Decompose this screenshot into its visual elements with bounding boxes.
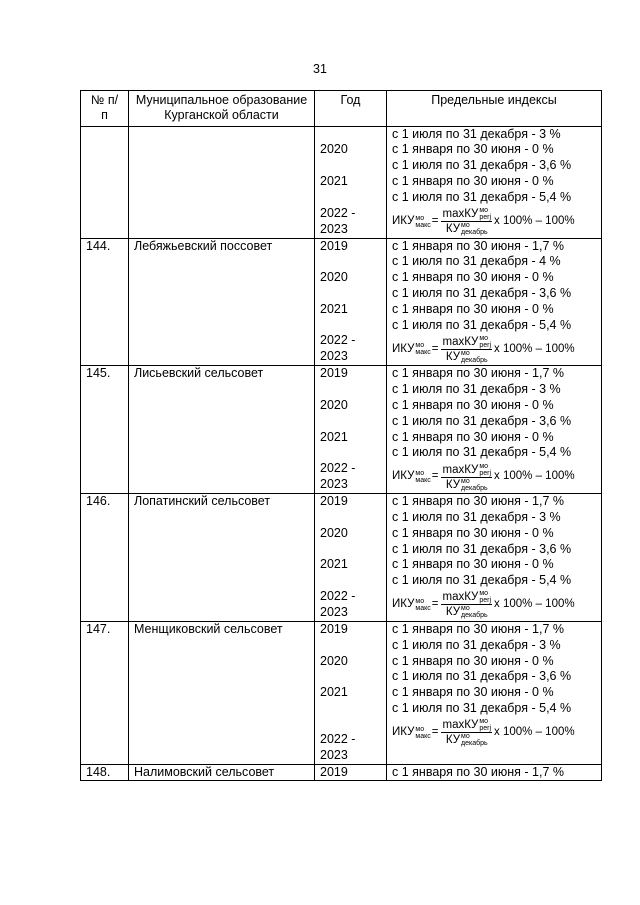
cell-num: 144. <box>81 238 129 366</box>
cell-num: 145. <box>81 366 129 494</box>
formula-den-sup: мо <box>461 477 470 485</box>
formula-den: КУ <box>445 606 460 619</box>
formula <box>392 589 596 621</box>
formula-den: КУ <box>445 734 460 747</box>
year-label: 2022 - 2023 <box>320 333 356 364</box>
formula-lhs: ИКУ <box>392 726 415 739</box>
cell-indices <box>387 238 602 366</box>
index-line: с 1 января по 30 июня - 1,7 % <box>392 764 564 779</box>
index-line: с 1 января по 30 июня - 1,7 % <box>392 494 564 509</box>
year-label: 2020 <box>320 397 348 412</box>
index-line: с 1 июля по 31 декабря - 4 % <box>392 254 561 269</box>
year-label: 2019 <box>320 366 348 381</box>
formula-lhs-sub: макс <box>415 477 431 485</box>
index-line: с 1 июля по 31 декабря - 3,6 % <box>392 413 572 428</box>
formula-den-sup: мо <box>461 605 470 613</box>
year-label: 2022 - 2023 <box>320 461 356 491</box>
formula-num-sup: мо <box>479 718 489 726</box>
year-label: 2021 <box>320 301 348 316</box>
formula <box>392 333 596 365</box>
index-line: с 1 января по 30 июня - 0 % <box>392 301 554 316</box>
formula-den-sup: мо <box>461 222 470 230</box>
cell-municipality <box>129 126 315 238</box>
formula-num-sub: perj <box>479 597 492 605</box>
formula-lhs-sup: мо <box>415 470 425 478</box>
index-line: с 1 января по 30 июня - 1,7 % <box>392 366 564 381</box>
header-year: Год <box>315 91 387 127</box>
formula-den-sup: мо <box>461 733 470 741</box>
index-line: с 1 июля по 31 декабря - 3 % <box>392 509 561 524</box>
year-label: 2019 <box>320 238 348 253</box>
formula-lhs-sup: мо <box>415 342 425 350</box>
index-line: с 1 июля по 31 декабря - 3,6 % <box>392 158 572 173</box>
cell-municipality: Менщиковский сельсовет <box>129 621 315 764</box>
index-line: с 1 июля по 31 декабря - 5,4 % <box>392 573 572 588</box>
cell-years <box>315 238 387 366</box>
formula-tail: x 100% – 100% <box>494 214 575 227</box>
formula-num: maxКУ <box>442 335 479 348</box>
index-line: с 1 июля по 31 декабря - 3 % <box>392 637 561 652</box>
table-row-continuation <box>81 126 602 238</box>
formula-eq: = <box>431 342 439 355</box>
year-label: 2021 <box>320 685 348 700</box>
year-label: 2022 - 2023 <box>320 731 356 762</box>
cell-indices <box>387 621 602 764</box>
formula <box>392 717 596 749</box>
formula-den-sub: декабрь <box>461 612 488 620</box>
index-line: с 1 июля по 31 декабря - 3 % <box>392 382 561 397</box>
index-line: с 1 января по 30 июня - 0 % <box>392 173 554 188</box>
table-row <box>81 764 602 781</box>
formula-den: КУ <box>445 350 460 363</box>
formula-fraction <box>441 718 492 747</box>
year-label: 2019 <box>320 621 348 636</box>
index-line: с 1 июля по 31 декабря - 5,4 % <box>392 317 572 332</box>
cell-years <box>315 366 387 494</box>
index-line: с 1 июля по 31 декабря - 5,4 % <box>392 189 572 204</box>
cell-years <box>315 494 387 622</box>
table-header-row <box>81 91 602 127</box>
table-row <box>81 238 602 366</box>
formula-tail: x 100% – 100% <box>494 342 575 355</box>
index-line: с 1 января по 30 июня - 0 % <box>392 557 554 572</box>
index-line: с 1 июля по 31 декабря - 5,4 % <box>392 445 572 460</box>
formula-den-sub: декабрь <box>461 484 488 492</box>
year-label: 2020 <box>320 653 348 668</box>
cell-indices <box>387 366 602 494</box>
cell-years <box>315 764 387 781</box>
year-label: 2020 <box>320 525 348 540</box>
index-line: с 1 января по 30 июня - 0 % <box>392 142 554 157</box>
index-line: с 1 июля по 31 декабря - 3,6 % <box>392 669 572 684</box>
year-label: 2020 <box>320 270 348 285</box>
index-line: с 1 января по 30 июня - 0 % <box>392 525 554 540</box>
formula-num: maxКУ <box>442 208 479 221</box>
index-line: с 1 января по 30 июня - 0 % <box>392 270 554 285</box>
year-label: 2019 <box>320 494 348 509</box>
year-label: 2022 - 2023 <box>320 588 356 619</box>
formula-num-sup: мо <box>479 207 489 215</box>
cell-municipality: Лебяжьевский поссовет <box>129 238 315 366</box>
cell-num <box>81 126 129 238</box>
formula-num-sub: perj <box>479 725 492 733</box>
year-label: 2020 <box>320 142 348 157</box>
table-row <box>81 494 602 622</box>
formula-den-sub: декабрь <box>461 740 488 748</box>
index-line: с 1 января по 30 июня - 0 % <box>392 685 554 700</box>
year-label: 2021 <box>320 429 348 444</box>
formula-num-sup: мо <box>479 334 489 342</box>
formula-den: КУ <box>445 478 460 491</box>
formula-den-sup: мо <box>461 349 470 357</box>
formula-fraction <box>441 335 492 364</box>
cell-num: 146. <box>81 494 129 622</box>
formula-lhs-sub: макс <box>415 349 431 357</box>
index-line: с 1 июля по 31 декабря - 5,4 % <box>392 700 572 715</box>
cell-num: 148. <box>81 764 129 781</box>
formula-fraction <box>441 207 492 236</box>
index-line: с 1 января по 30 июня - 0 % <box>392 653 554 668</box>
index-line: с 1 июля по 31 декабря - 3,6 % <box>392 285 572 300</box>
formula-tail: x 100% – 100% <box>494 470 575 483</box>
formula-lhs: ИКУ <box>392 214 415 227</box>
formula-den-sub: декабрь <box>461 356 488 364</box>
table-row <box>81 366 602 494</box>
year-label: 2021 <box>320 557 348 572</box>
formula-eq: = <box>431 214 439 227</box>
formula-lhs-sup: мо <box>415 214 425 222</box>
formula-den-sub: декабрь <box>461 229 488 237</box>
formula-num-sub: perj <box>479 469 492 477</box>
cell-municipality: Лопатинский сельсовет <box>129 494 315 622</box>
formula <box>392 206 596 238</box>
formula-fraction <box>441 590 492 619</box>
formula-num: maxКУ <box>442 591 479 604</box>
cell-indices <box>387 764 602 781</box>
formula-lhs: ИКУ <box>392 470 415 483</box>
header-municipality: Муниципальное образование Курганской области <box>129 91 315 127</box>
formula-fraction <box>441 463 492 492</box>
formula-tail: x 100% – 100% <box>494 598 575 611</box>
formula-tail: x 100% – 100% <box>494 726 575 739</box>
table-row <box>81 621 602 764</box>
formula-lhs-sup: мо <box>415 597 425 605</box>
page-number: 31 <box>313 62 327 76</box>
index-line: с 1 января по 30 июня - 1,7 % <box>392 621 564 636</box>
formula-den: КУ <box>445 223 460 236</box>
cell-municipality: Лисьевский сельсовет <box>129 366 315 494</box>
year-label: 2019 <box>320 764 348 779</box>
cell-indices <box>387 494 602 622</box>
formula-eq: = <box>431 470 439 483</box>
formula-eq: = <box>431 598 439 611</box>
formula-num: maxКУ <box>442 719 479 732</box>
indices-table <box>80 90 602 781</box>
formula-eq: = <box>431 726 439 739</box>
year-label: 2021 <box>320 174 348 189</box>
formula-num-sup: мо <box>479 590 489 598</box>
cell-years <box>315 126 387 238</box>
formula-lhs-sup: мо <box>415 725 425 733</box>
index-line: с 1 января по 30 июня - 0 % <box>392 429 554 444</box>
formula-num: maxКУ <box>442 463 479 476</box>
formula-num-sub: perj <box>479 214 492 222</box>
formula-lhs: ИКУ <box>392 598 415 611</box>
formula-lhs-sub: макс <box>415 732 431 740</box>
cell-indices <box>387 126 602 238</box>
cell-years <box>315 621 387 764</box>
formula <box>392 461 596 493</box>
formula-num-sub: perj <box>479 341 492 349</box>
formula-lhs: ИКУ <box>392 342 415 355</box>
index-line: с 1 января по 30 июня - 1,7 % <box>392 238 564 253</box>
formula-num-sup: мо <box>479 462 489 470</box>
cell-municipality: Налимовский сельсовет <box>129 764 315 781</box>
index-line: с 1 июля по 31 декабря - 3,6 % <box>392 541 572 556</box>
year-label: 2022 - 2023 <box>320 205 356 236</box>
index-line: с 1 января по 30 июня - 0 % <box>392 397 554 412</box>
index-line: с 1 июля по 31 декабря - 3 % <box>392 126 561 141</box>
header-indices: Предельные индексы <box>387 91 602 127</box>
formula-lhs-sub: макс <box>415 221 431 229</box>
cell-num: 147. <box>81 621 129 764</box>
header-num: № п/п <box>81 91 129 127</box>
formula-lhs-sub: макс <box>415 604 431 612</box>
